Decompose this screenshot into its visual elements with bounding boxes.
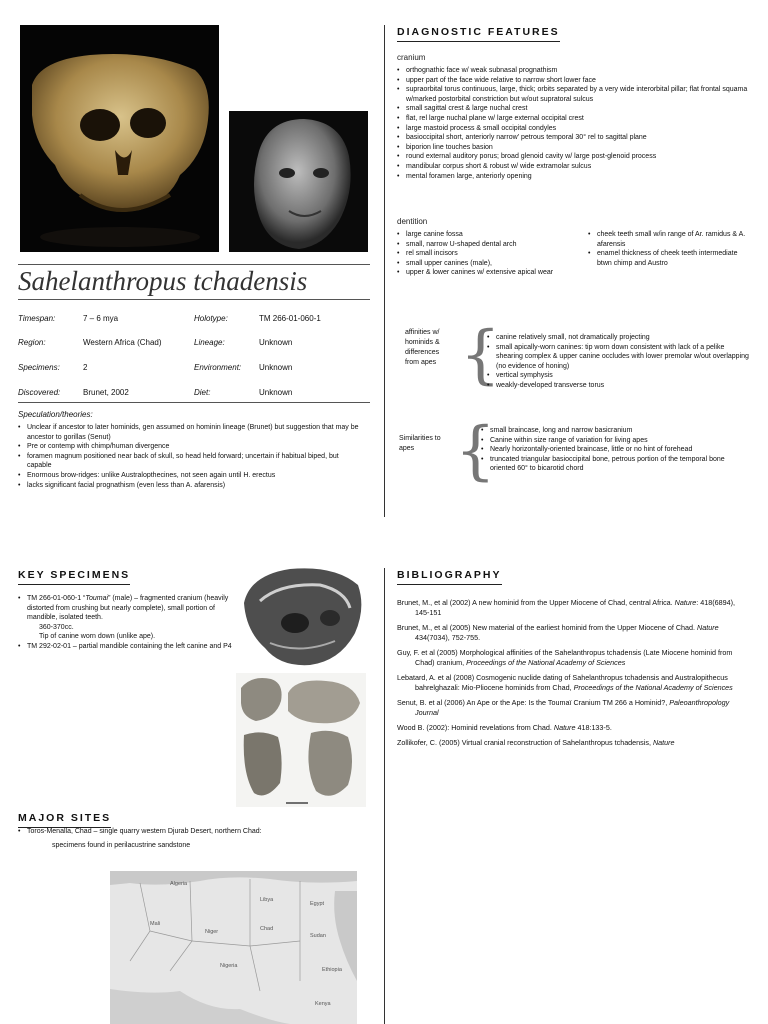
dentition-list-left [397,230,585,278]
major-sites-list [18,827,368,837]
column-divider-bottom [384,568,385,1024]
list-item: • TM 292-02-01 – partial mandible containing the left canine and P4 [18,642,243,652]
bibliography-entry: Zollikofer, C. (2005) Virtual cranial reconstruction of Sahelanthropus tchadensis, Nature [397,738,675,747]
map-label: Nigeria [220,963,238,969]
list-item: • mental foramen large, anteriorly opening [397,172,749,182]
specimen-views-photo [236,673,366,807]
bibliography-list [397,598,749,753]
info-value-holotype: TM 266-01-060-1 [259,314,321,323]
affinities-list [487,333,749,391]
info-value-discovered: Brunet, 2002 [83,388,129,397]
map-label: Niger [205,929,219,935]
specimen-cc: 360-370cc. [39,623,74,631]
list-item: • foramen magnum positioned near back of skull, so head held forward; uncertain if habitual biped, but capable [18,452,363,471]
map-label: Sudan [310,933,326,939]
map-label: Chad [260,926,274,932]
list-item: • flat, rel large nuchal plane w/ large external occipital crest [397,114,749,124]
speculation-heading: Speculation/theories: [18,410,93,419]
list-item: • round external auditory porus; broad glenoid cavity w/ large post-glenoid process [397,152,749,162]
key-specimens-list [18,594,243,652]
info-label-lineage: Lineage: [194,338,225,347]
list-item: • mandibular corpus short & robust w/ wide extramolar sulcus [397,162,749,172]
info-label-region: Region: [18,338,46,347]
skull-photo [20,25,219,252]
list-item: • Nearly horizontally-oriented braincase, little or no hint of forehead [481,445,749,455]
speculation-list [18,423,363,490]
info-value-specimens: 2 [83,363,88,372]
info-label-timespan: Timespan: [18,314,56,323]
list-item: • Unclear if ancestor to later hominids, gen assumed on hominin lineage (Brunet) but suggestion that may be ancestor to gorillas (Senut) [18,423,363,442]
list-item: • Pre or contemp with chimp/human divergence [18,442,363,452]
map-label: Kenya [315,1001,331,1007]
similarities-label: Similarities to apes [399,435,441,452]
map-label: Libya [260,897,274,903]
list-item: • cheek teeth small w/in range of Ar. ramidus & A. afarensis [588,230,748,249]
similarities-list [481,426,749,474]
list-item: • Enormous brow-ridges: unlike Australopthecines, not seen again until H. erectus [18,471,363,481]
map-label: Algeria [170,881,188,887]
dentition-label: dentition [397,217,428,226]
key-specimens-heading: KEY SPECIMENS [18,569,131,581]
info-label-discovered: Discovered: [18,388,61,397]
africa-map [110,871,357,1024]
info-value-environment: Unknown [259,363,293,372]
list-item: • weakly-developed transverse torus [487,381,749,391]
affinities-brace: { [460,318,501,392]
list-item: • orthognathic face w/ weak subnasal prognathism [397,66,749,76]
list-item: • small, narrow U-shaped dental arch [397,240,585,250]
list-item: • biporion line touches basion [397,143,749,153]
info-value-timespan: 7 – 6 mya [83,314,119,323]
list-item: • small sagittal crest & large nuchal crest [397,104,749,114]
info-value-diet: Unknown [259,388,293,397]
list-item: • enamel thickness of cheek teeth intermediate btwn chimp and Austro [588,249,748,268]
info-rule [18,402,370,403]
info-label-specimens: Specimens: [18,363,60,372]
list-item: • upper & lower canines w/ extensive apical wear [397,268,585,278]
bibliography-entry: Wood B. (2002): Hominid revelations from Chad. Nature 418:133-5. [397,723,612,732]
similarities-brace: { [455,414,496,488]
dentition-list-right [588,230,748,268]
list-item: • Canine within size range of variation for living apes [481,436,749,446]
info-value-lineage: Unknown [259,338,293,347]
diagnostic-heading: DIAGNOSTIC FEATURES [397,26,560,38]
map-label: Mali [150,921,161,927]
major-sites-heading: MAJOR SITES [18,812,112,824]
info-value-region: Western Africa (Chad) [83,338,162,347]
list-item: • Toros-Menalla, Chad – single quarry western Djurab Desert, northern Chad: [18,827,368,837]
cranium-list [397,66,749,181]
list-item: • small braincase, long and narrow basicranium [481,426,749,436]
title-rule-bottom [18,299,370,300]
list-item: • canine relatively small, not dramatically projecting [487,333,749,343]
info-label-diet: Diet: [194,388,211,397]
list-item: • truncated triangular basioccipital bone, petrous portion of the temporal bone oriented 60° to bicarotid chord [481,455,749,474]
specimen-cranium-photo [240,563,366,669]
bibliography-entry: Guy, F. et al (2005) Morphological affinities of the Sahelanthropus tchadensis (Late Miocene hominid from Chad) cranium, Proceedings of the National Academy of Sciences [397,648,733,667]
specimen-tip: Tip of canine worn down (unlike ape). [39,633,156,641]
list-item: • large canine fossa [397,230,585,240]
list-item: • upper part of the face wide relative to narrow short lower face [397,76,749,86]
affinities-label: affinities w/ hominids & differences from apes [405,329,440,366]
list-item: • lacks significant facial prognathism (even less than A. afarensis) [18,481,363,491]
map-label: Egypt [310,901,325,907]
species-title: Sahelanthropus tchadensis [18,266,308,296]
map-label: Ethiopia [322,967,342,973]
list-item: • supraorbital torus continuous, large, thick; orbits separated by a very wide interorbital pillar; flat frontal squama w/marked postorbital constriction but w/out supratoral sulcus [397,85,749,104]
info-label-environment: Environment: [194,363,242,372]
list-item: • small apically-worn canines: tip worn down consistent with lack of a pelike shearing complex & upper canine occludes with lower premolar w/out overlapping (no evidence of honing) [487,343,749,372]
bibliography-heading: BIBLIOGRAPHY [397,569,502,581]
bibliography-entry: Lebatard, A. et al (2008) Cosmogenic nuclide dating of Sahelanthropus tchadensis and Australopithecus bahrelghazali: Mio-Pliocene hominids from Chad, Proceedings of the National Academy of Sciences [397,673,733,692]
bibliography-entry: Senut, B. et al (2006) An Ape or the Ape: Is the Toumaï Cranium TM 266 a Hominid?, Paleoanthropology Journal [397,698,730,717]
info-label-holotype: Holotype: [194,314,228,323]
list-item: • basioccipital short, anteriorly narrow' petrous temporal 30° rel to sagittal plane [397,133,749,143]
column-divider-top [384,25,385,517]
title-rule-top [18,264,370,265]
list-item: • TM 266-01-060-1 “Toumai” (male) – fragmented cranium (heavily distorted from crushing but nearly complete), small portion of mandible, isolated teeth. 360-370cc. Tip of canine worn down (unlike ape). [18,594,243,642]
list-item: • rel small incisors [397,249,585,259]
list-item: • large mastoid process & small occipital condyles [397,124,749,134]
list-item: • small upper canines (male), [397,259,585,269]
bibliography-entry: Brunet, M., et al (2005) New material of the earliest hominid from the Upper Miocene of Chad. Nature 434(7034), 752-755. [397,623,719,642]
reconstruction-photo [229,111,368,252]
bibliography-entry: Brunet, M., et al (2002) A new hominid from the Upper Miocene of Chad, central Africa. Nature: 418(6894), 145-151 [397,598,735,617]
list-item: • vertical symphysis [487,371,749,381]
cranium-label: cranium [397,53,426,62]
major-sites-sub: specimens found in perilacustrine sandstone [52,842,191,849]
